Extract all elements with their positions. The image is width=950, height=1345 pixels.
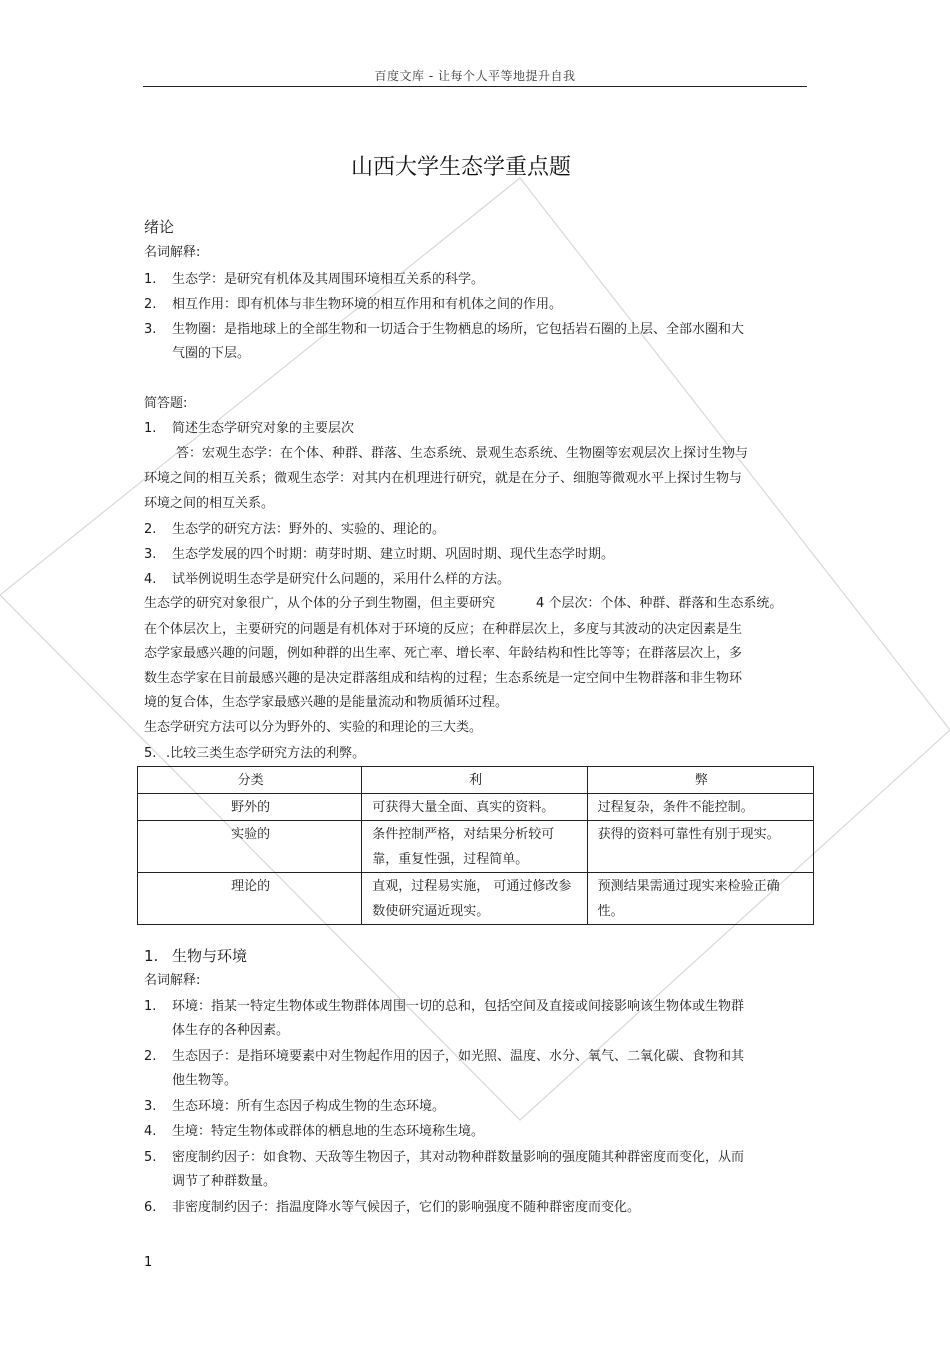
answer-text: 环境之间的相互关系；微观生态学：对其内在机理进行研究，就是在分子、细胞等微观水平上探讨生物与 [144,471,743,486]
terms-label: 名词解释: [144,973,201,988]
page-number: 1 [144,1255,153,1270]
answer-text: 4 个层次：个体、种群、群落和生态系统。 [536,596,783,611]
list-number: 3. [144,322,157,337]
question-text: 生态学的研究方法：野外的、实验的、理论的。 [172,522,446,537]
term-text: 体生存的各种因素。 [172,1023,290,1038]
answer-text: 态学家最感兴趣的问题，例如种群的出生率、死亡率、增长率、年龄结构和性比等等；在群落层次上，多 [144,646,743,661]
question-text: .比较三类生态学研究方法的利弊。 [166,746,366,761]
list-number: 3. [144,547,157,562]
table-header-row [138,767,814,794]
list-number: 5. [144,746,157,761]
chapter-number: 1. [144,947,159,965]
table-cell-type: 实验的 [138,821,362,873]
table-cell-con: 过程复杂，条件不能控制。 [587,794,813,821]
answer-text: 境的复合体，生态学家最感兴趣的是能量流动和物质循环过程。 [144,695,509,710]
list-number: 1. [144,421,157,436]
term-text: 生态环境：所有生态因子构成生物的生态环境。 [172,1099,446,1114]
answer-text: 生态学研究方法可以分为野外的、实验的和理论的三大类。 [144,720,483,735]
list-number: 2. [144,1049,157,1064]
table-cell-pro: 可获得大量全面、真实的资料。 [362,794,587,821]
question-text: 生态学发展的四个时期：萌芽时期、建立时期、巩固时期、现代生态学时期。 [172,547,615,562]
answer-text: 环境之间的相互关系。 [144,496,275,511]
header-divider [143,86,807,87]
answer-text: 生态学的研究对象很广，从个体的分子到生物圈，但主要研究 [144,596,496,611]
table-row [138,873,814,925]
table-row [138,794,814,821]
document-title: 山西大学生态学重点题 [350,155,571,180]
list-number: 1. [144,272,157,287]
table-header-cell: 分类 [138,767,362,794]
term-text: 生态因子：是指环境要素中对生物起作用的因子，如光照、温度、水分、氧气、二氧化碳、食物和其 [172,1049,745,1064]
term-text: 调节了种群数量。 [172,1174,277,1189]
term-text: 生物圈：是指地球上的全部生物和一切适合于生物栖息的场所，它包括岩石圈的上层、全部水圈和大 [172,322,745,337]
term-text: 密度制约因子：如食物、天敌等生物因子，其对动物种群数量影响的强度随其种群密度而变化，从而 [172,1150,745,1165]
term-text: 环境：指某一特定生物体或生物群体周围一切的总和，包括空间及直接或间接影响该生物体或生物群 [172,999,745,1014]
table-header-cell: 利 [362,767,587,794]
table-cell-type: 野外的 [138,794,362,821]
list-number: 4. [144,572,157,587]
page-header: 百度文库 - 让每个人平等地提升自我 [374,69,576,83]
question-text: 试举例说明生态学是研究什么问题的，采用什么样的方法。 [172,572,511,587]
table-header-cell: 弊 [587,767,813,794]
term-text: 生境：特定生物体或群体的栖息地的生态环境称生境。 [172,1124,485,1139]
answer-text: 数生态学家在目前最感兴趣的是决定群落组成和结构的过程；生态系统是一定空间中生物群落和非生物环 [144,671,743,686]
list-number: 2. [144,297,157,312]
terms-label: 名词解释: [144,245,201,260]
question-text: 简述生态学研究对象的主要层次 [172,421,355,436]
list-number: 5. [144,1150,157,1165]
table-cell-pro: 条件控制严格，对结果分析较可 靠，重复性强，过程简单。 [362,821,587,873]
section-heading-ch1: 生物与环境 [172,947,248,965]
answer-text: 答：宏观生态学：在个体、种群、群落、生态系统、景观生态系统、生物圈等宏观层次上探讨生物与 [176,446,749,461]
table-cell-con: 预测结果需通过现实来检验正确 性。 [587,873,813,925]
qa-label: 简答题: [144,396,188,411]
term-text: 生态学：是研究有机体及其周围环境相互关系的科学。 [172,272,485,287]
list-number: 3. [144,1099,157,1114]
list-number: 4. [144,1124,157,1139]
table-cell-type: 理论的 [138,873,362,925]
table-row [138,821,814,873]
section-heading-intro: 绪论 [144,218,175,236]
table-cell-pro: 直观，过程易实施， 可通过修改参 数使研究逼近现实。 [362,873,587,925]
list-number: 1. [144,999,157,1014]
list-number: 2. [144,522,157,537]
term-text: 气圈的下层。 [172,346,251,361]
term-text: 相互作用：即有机体与非生物环境的相互作用和有机体之间的作用。 [172,297,563,312]
term-text: 非密度制约因子：指温度降水等气候因子，它们的影响强度不随种群密度而变化。 [172,1200,641,1215]
methods-comparison-table [137,766,814,925]
table-cell-con: 获得的资料可靠性有别于现实。 [587,821,813,873]
term-text: 他生物等。 [172,1073,238,1088]
answer-text: 在个体层次上，主要研究的问题是有机体对于环境的反应；在种群层次上，多度与其波动的决定因素是生 [144,622,743,637]
list-number: 6. [144,1200,157,1215]
